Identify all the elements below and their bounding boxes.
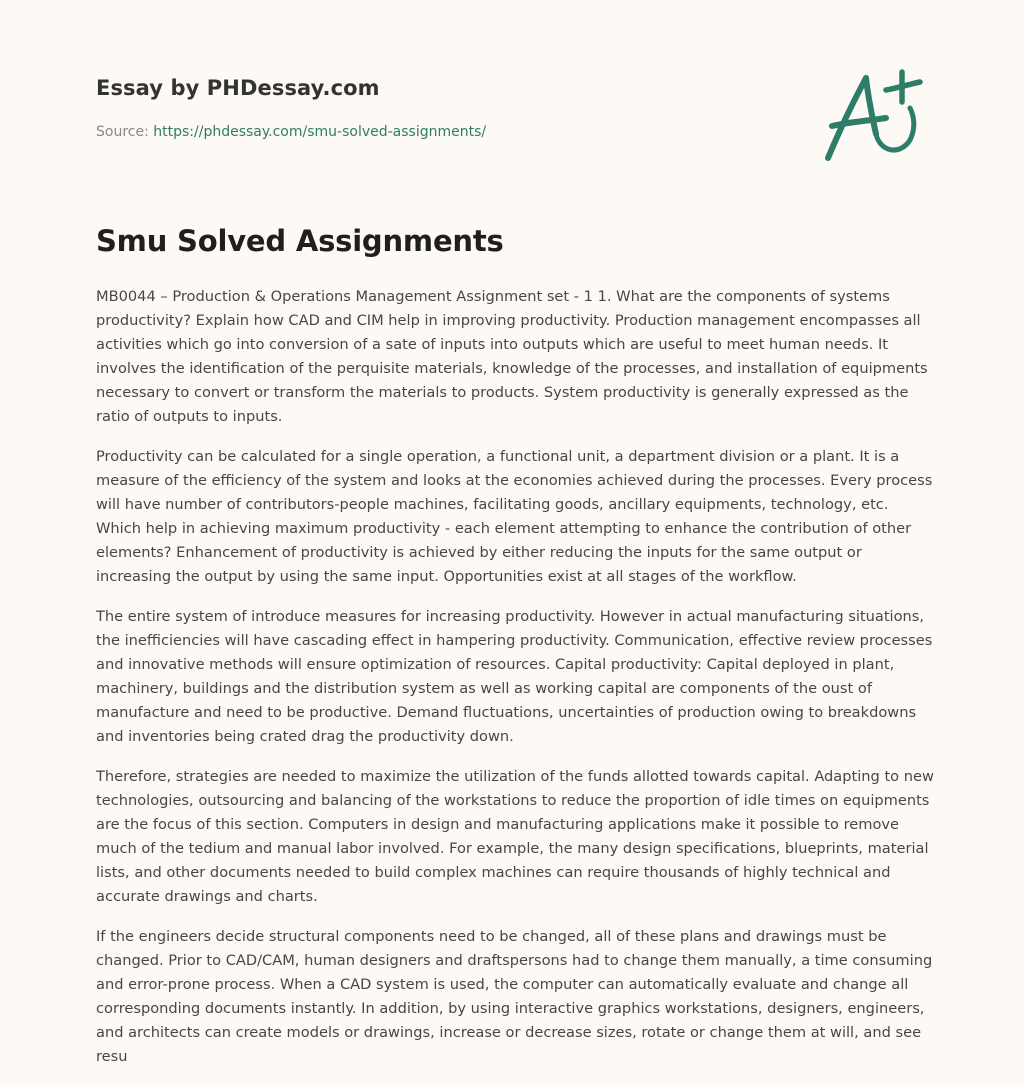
article-paragraph: Productivity can be calculated for a single operation, a functional unit, a department division or a plant. It is a measure of the efficiency of the system and looks at the economies achieved during the processes. Every process will have number of contributors-people machines, facilitating goods, ancillary equipments, technology, etc. Which help in achieving maximum productivity - each element attempting to enhance the contribution of other elements? Enhancement of productivity is achieved by either reducing the inputs for the same output or increasing the output by using the same input. Opportunities exist at all stages of the workflow. <box>96 448 933 585</box>
a-plus-grade-icon <box>816 66 928 166</box>
article-title: Smu Solved Assignments <box>96 224 504 258</box>
source-link[interactable]: https://phdessay.com/smu-solved-assignments/ <box>153 124 487 140</box>
source-line <box>96 124 486 140</box>
article-paragraph: If the engineers decide structural components need to be changed, all of these plans and drawings must be changed. Prior to CAD/CAM, human designers and draftspersons had to change them manually, a time consuming and error-prone process. When a CAD system is used, the computer can automatically evaluate and change all corresponding documents instantly. In addition, by using interactive graphics workstations, designers, engineers, and architects can create models or drawings, increase or decrease sizes, rotate or change them at will, and see resu <box>96 928 933 1065</box>
article-paragraph: MB0044 – Production & Operations Management Assignment set - 1 1. What are the components of systems productivity? Explain how CAD and CIM help in improving productivity. Production management encompasses all activities which go into conversion of a sate of inputs into outputs which are useful to meet human needs. It involves the identification of the perquisite materials, knowledge of the processes, and installation of equipments necessary to convert or transform the materials to products. System productivity is generally expressed as the ratio of outputs to inputs. <box>96 288 928 425</box>
site-brand: Essay by PHDessay.com <box>96 76 380 100</box>
source-label: Source: <box>96 124 154 140</box>
article-paragraph: Therefore, strategies are needed to maximize the utilization of the funds allotted towards capital. Adapting to new technologies, outsourcing and balancing of the workstations to reduce the proportion of idle times on equipments are the focus of this section. Computers in design and manufacturing applications make it possible to remove much of the tedium and manual labor involved. For example, the many design specifications, blueprints, material lists, and other documents needed to build complex machines can require thousands of highly technical and accurate drawings and charts. <box>96 768 934 905</box>
article-body <box>96 285 936 1085</box>
article-paragraph: The entire system of introduce measures for increasing productivity. However in actual manufacturing situations, the inefficiencies will have cascading effect in hampering productivity. Communication, effective review processes and innovative methods will ensure optimization of resources. Capital productivity: Capital deployed in plant, machinery, buildings and the distribution system as well as working capital are components of the oust of manufacture and need to be productive. Demand fluctuations, uncertainties of production owing to breakdowns and inventories being crated drag the productivity down. <box>96 608 933 745</box>
